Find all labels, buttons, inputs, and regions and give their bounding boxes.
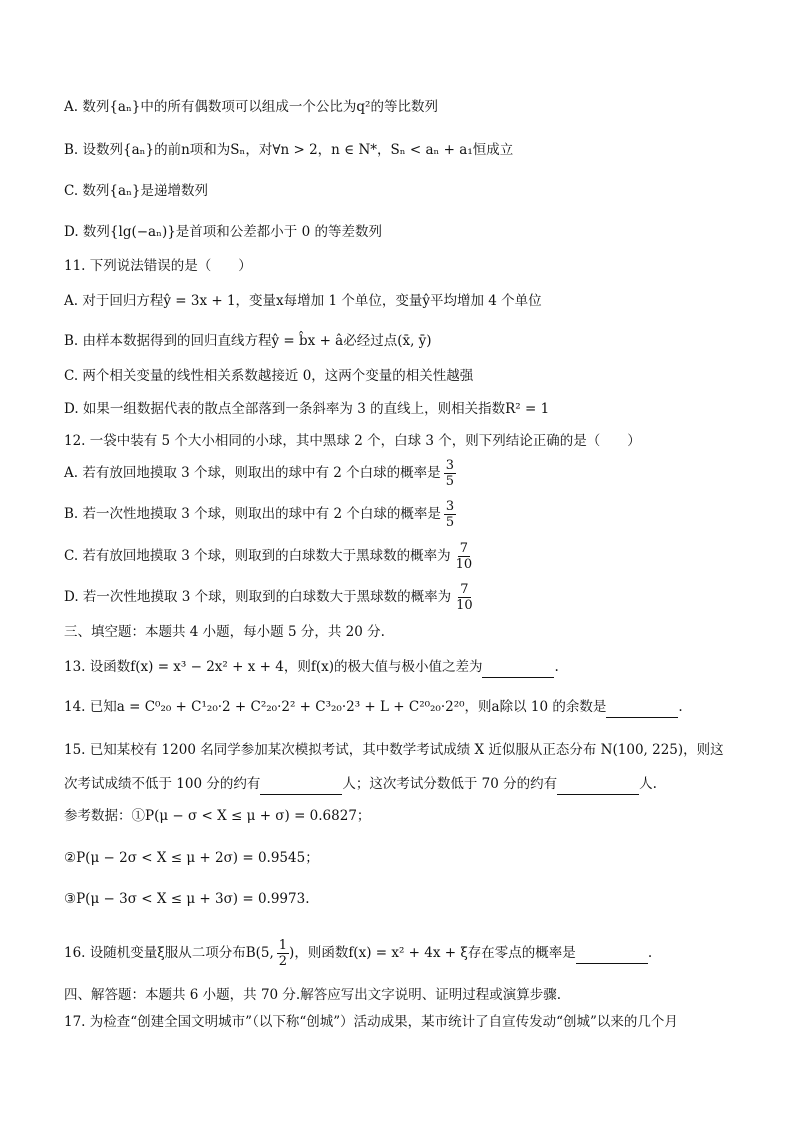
fraction <box>454 582 475 613</box>
fraction-numerator: 7 <box>459 541 469 556</box>
q13-text: 13. 设函数f(x) = x³ − 2x² + x + 4，则f(x)的极大值与极小值之差为 <box>64 659 483 675</box>
fraction <box>454 541 475 572</box>
q15-line-2b: 人；这次考试分数低于 70 分的约有 <box>342 776 558 792</box>
q14-text: 14. 已知a = C⁰₂₀ + C¹₂₀·2 + C²₂₀·2² + C³₂₀·2³ + L + C²⁰₂₀·2²⁰，则a除以 10 的余数是 <box>64 699 607 715</box>
fraction <box>444 458 456 489</box>
q11-stem: 11. 下列说法错误的是（ ） <box>64 258 252 274</box>
answer-blank[interactable] <box>260 774 342 795</box>
q13: 13. 设函数f(x) = x³ − 2x² + x + 4，则f(x)的极大值与极小值之差为 . <box>64 657 559 678</box>
q11-option-b: B. 由样本数据得到的回归直线方程ŷ = b̂x + â必经过点(x̄, ȳ) <box>64 333 432 349</box>
q15-reference-1: 参考数据：①P(μ − σ < X ≤ μ + σ) = 0.6827； <box>64 808 371 824</box>
answer-blank[interactable] <box>606 697 678 718</box>
section-3-heading: 三、填空题：本题共 4 小题，每小题 5 分，共 20 分. <box>64 624 385 640</box>
answer-blank[interactable] <box>557 774 639 795</box>
section-4-heading: 四、解答题：本题共 6 小题，共 70 分.解答应写出文字说明、证明过程或演算步骤. <box>64 987 562 1003</box>
fraction <box>277 938 289 969</box>
q16-text-b: )，则函数f(x) = x² + 4x + ξ存在零点的概率是 <box>289 945 576 961</box>
q15-reference-3: ③P(μ − 3σ < X ≤ μ + 3σ) = 0.9973. <box>64 891 310 907</box>
q15-line-2 <box>64 774 657 795</box>
q11-option-a: A. 对于回归方程ŷ = 3x + 1，变量x每增加 1 个单位，变量ŷ平均增加 4 个单位 <box>64 293 542 309</box>
fraction-numerator: 3 <box>445 499 455 514</box>
fraction-numerator: 1 <box>278 938 288 953</box>
fraction-denominator: 10 <box>455 557 473 572</box>
q15-line-2c: 人. <box>639 776 657 792</box>
q10-option-d: D. 数列{lg(−aₙ)}是首项和公差都小于 0 的等差数列 <box>64 224 382 240</box>
q10-option-a: A. 数列{aₙ}中的所有偶数项可以组成一个公比为q²的等比数列 <box>64 99 438 115</box>
fraction-denominator: 2 <box>278 954 288 969</box>
q15-reference-2: ②P(μ − 2σ < X ≤ μ + 2σ) = 0.9545； <box>64 850 319 866</box>
answer-blank[interactable] <box>482 657 554 678</box>
fraction-denominator: 5 <box>445 474 454 489</box>
q12-option-a-text: A. 若有放回地摸取 3 个球，则取出的球中有 2 个白球的概率是 <box>64 465 441 481</box>
q12-stem: 12. 一袋中装有 5 个大小相同的小球，其中黑球 2 个，白球 3 个，则下列结论正确的是（ ） <box>64 433 641 449</box>
q11-option-c: C. 两个相关变量的线性相关系数越接近 0，这两个变量的相关性越强 <box>64 368 474 384</box>
q16-text-a: 16. 设随机变量ξ服从二项分布B(5, <box>64 945 274 961</box>
q12-option-d-text: D. 若一次性地摸取 3 个球，则取到的白球数大于黑球数的概率为 <box>64 589 452 605</box>
q10-option-b: B. 设数列{aₙ}的前n项和为Sₙ，对∀n > 2，n ∈ N*，Sₙ < aₙ + a₁恒成立 <box>64 142 514 158</box>
q16: 16. 设随机变量ξ服从二项分布B(5, $\frac{1}{2}$ )，则函数f(x) = x² + 4x + ξ存在零点的概率是 . <box>64 938 653 969</box>
fraction-numerator: 7 <box>460 582 469 597</box>
fraction-numerator: 3 <box>445 458 454 473</box>
fraction-denominator: 5 <box>445 515 455 530</box>
answer-blank[interactable] <box>576 943 648 964</box>
q12-option-c <box>64 541 474 572</box>
q12-option-d <box>64 582 475 613</box>
q14: 14. 已知a = C⁰₂₀ + C¹₂₀·2 + C²₂₀·2² + C³₂₀·2³ + L + C²⁰₂₀·2²⁰，则a除以 10 的余数是 . <box>64 697 683 718</box>
q12-option-c-text: C. 若有放回地摸取 3 个球，则取到的白球数大于黑球数的概率为 <box>64 548 451 564</box>
q17-text: 17. 为检查“创建全国文明城市”（以下称“创城”）活动成果，某市统计了自宣传发动“创城”以来的几个月 <box>64 1014 678 1030</box>
fraction-denominator: 10 <box>456 598 473 613</box>
fraction <box>444 499 456 530</box>
q12-option-a <box>64 458 456 489</box>
q12-option-b <box>64 499 456 530</box>
q12-option-b-text: B. 若一次性地摸取 3 个球，则取出的球中有 2 个白球的概率是 <box>64 506 441 522</box>
q10-option-c: C. 数列{aₙ}是递增数列 <box>64 183 208 199</box>
q15-line-2a: 次考试成绩不低于 100 分的约有 <box>64 776 261 792</box>
q15-line-1: 15. 已知某校有 1200 名同学参加某次模拟考试，其中数学考试成绩 X 近似服从正态分布 N(100, 225)，则这 <box>64 742 724 758</box>
q11-option-d: D. 如果一组数据代表的散点全部落到一条斜率为 3 的直线上，则相关指数R² = 1 <box>64 401 550 417</box>
